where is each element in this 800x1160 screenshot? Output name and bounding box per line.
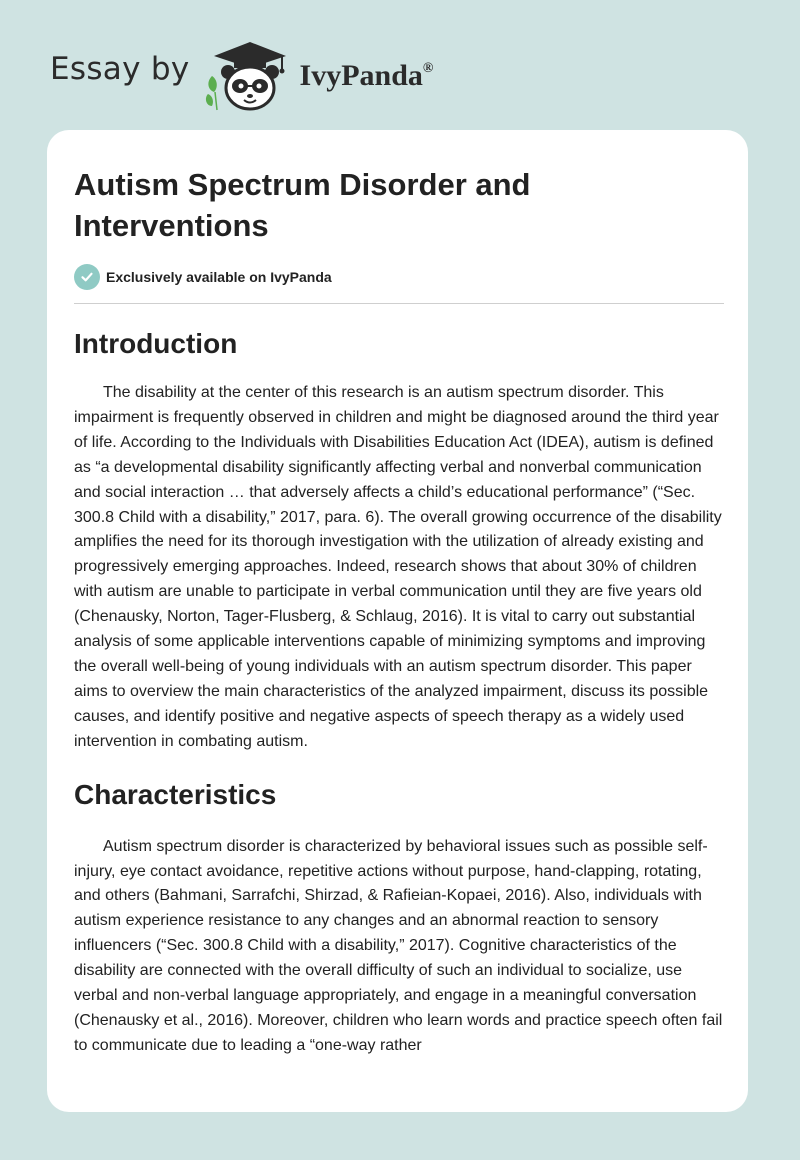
introduction-paragraph: The disability at the center of this research is an autism spectrum disorder. This impairment is frequently observed in children and might be diagnosed around the third year of life. According to the Individuals with Disabilities Education Act (IDEA), autism is defined as “a developmental disability significantly affecting verbal and nonverbal communication and social interaction … that adversely affects a child’s educational performance” (“Sec. 300.8 Child with a disability,” 2017, para. 6). The overall growing occurrence of the disability amplifies the need for its thorough investigation with the utilization of already existing and progressively emerging approaches. Indeed, research shows that about 30% of children with autism are unable to participate in verbal communication until they are five years old (Chenausky, Norton, Tager-Flusberg, & Schlaug, 2016). It is vital to carry out substantial analysis of some applicable interventions capable of minimizing symptoms and improving the overall well-being of young individuals with an autism spectrum disorder. This paper aims to overview the main characteristics of the analyzed impairment, discuss its possible causes, and identify positive and negative aspects of speech therapy as a widely used intervention in combating autism. (74, 384, 722, 750)
section-heading-introduction: Introduction (74, 328, 238, 359)
essay-content (74, 164, 724, 1059)
essay-card (47, 130, 748, 1112)
check-circle-icon (74, 264, 100, 290)
registered-mark: ® (422, 61, 434, 76)
brand-name[interactable]: IvyPanda® (299, 59, 434, 92)
site-header (50, 34, 433, 114)
characteristics-paragraph: Autism spectrum disorder is characterized by behavioral issues such as possible self-injury, eye contact avoidance, repetitive actions without purpose, hand-clapping, rotating, and others (Bahmani, Sarrafchi, Shirzad, & Rafieian-Kopaei, 2016). Also, individuals with autism experience resistance to any changes and an abnormal reaction to sensory influencers (“Sec. 300.8 Child with a disability,” 2017). Cognitive characteristics of the disability are connected with the overall difficulty of such an individual to socialize, use verbal and non-verbal language appropriately, and engage in a meaningful conversation (Chenausky et al., 2016). Moreover, children who learn words and practice speech often fail to communicate due to leading a “one-way rather (74, 837, 723, 1054)
essay-by-label: Essay by (50, 51, 190, 87)
section-heading-characteristics: Characteristics (74, 778, 277, 810)
essay-title: Autism Spectrum Disorder and Interventions (74, 167, 531, 243)
exclusive-badge (74, 264, 724, 290)
title-divider (74, 303, 724, 304)
panda-graduate-logo-icon[interactable] (204, 36, 296, 112)
exclusive-badge-label: Exclusively available on IvyPanda (106, 269, 332, 285)
